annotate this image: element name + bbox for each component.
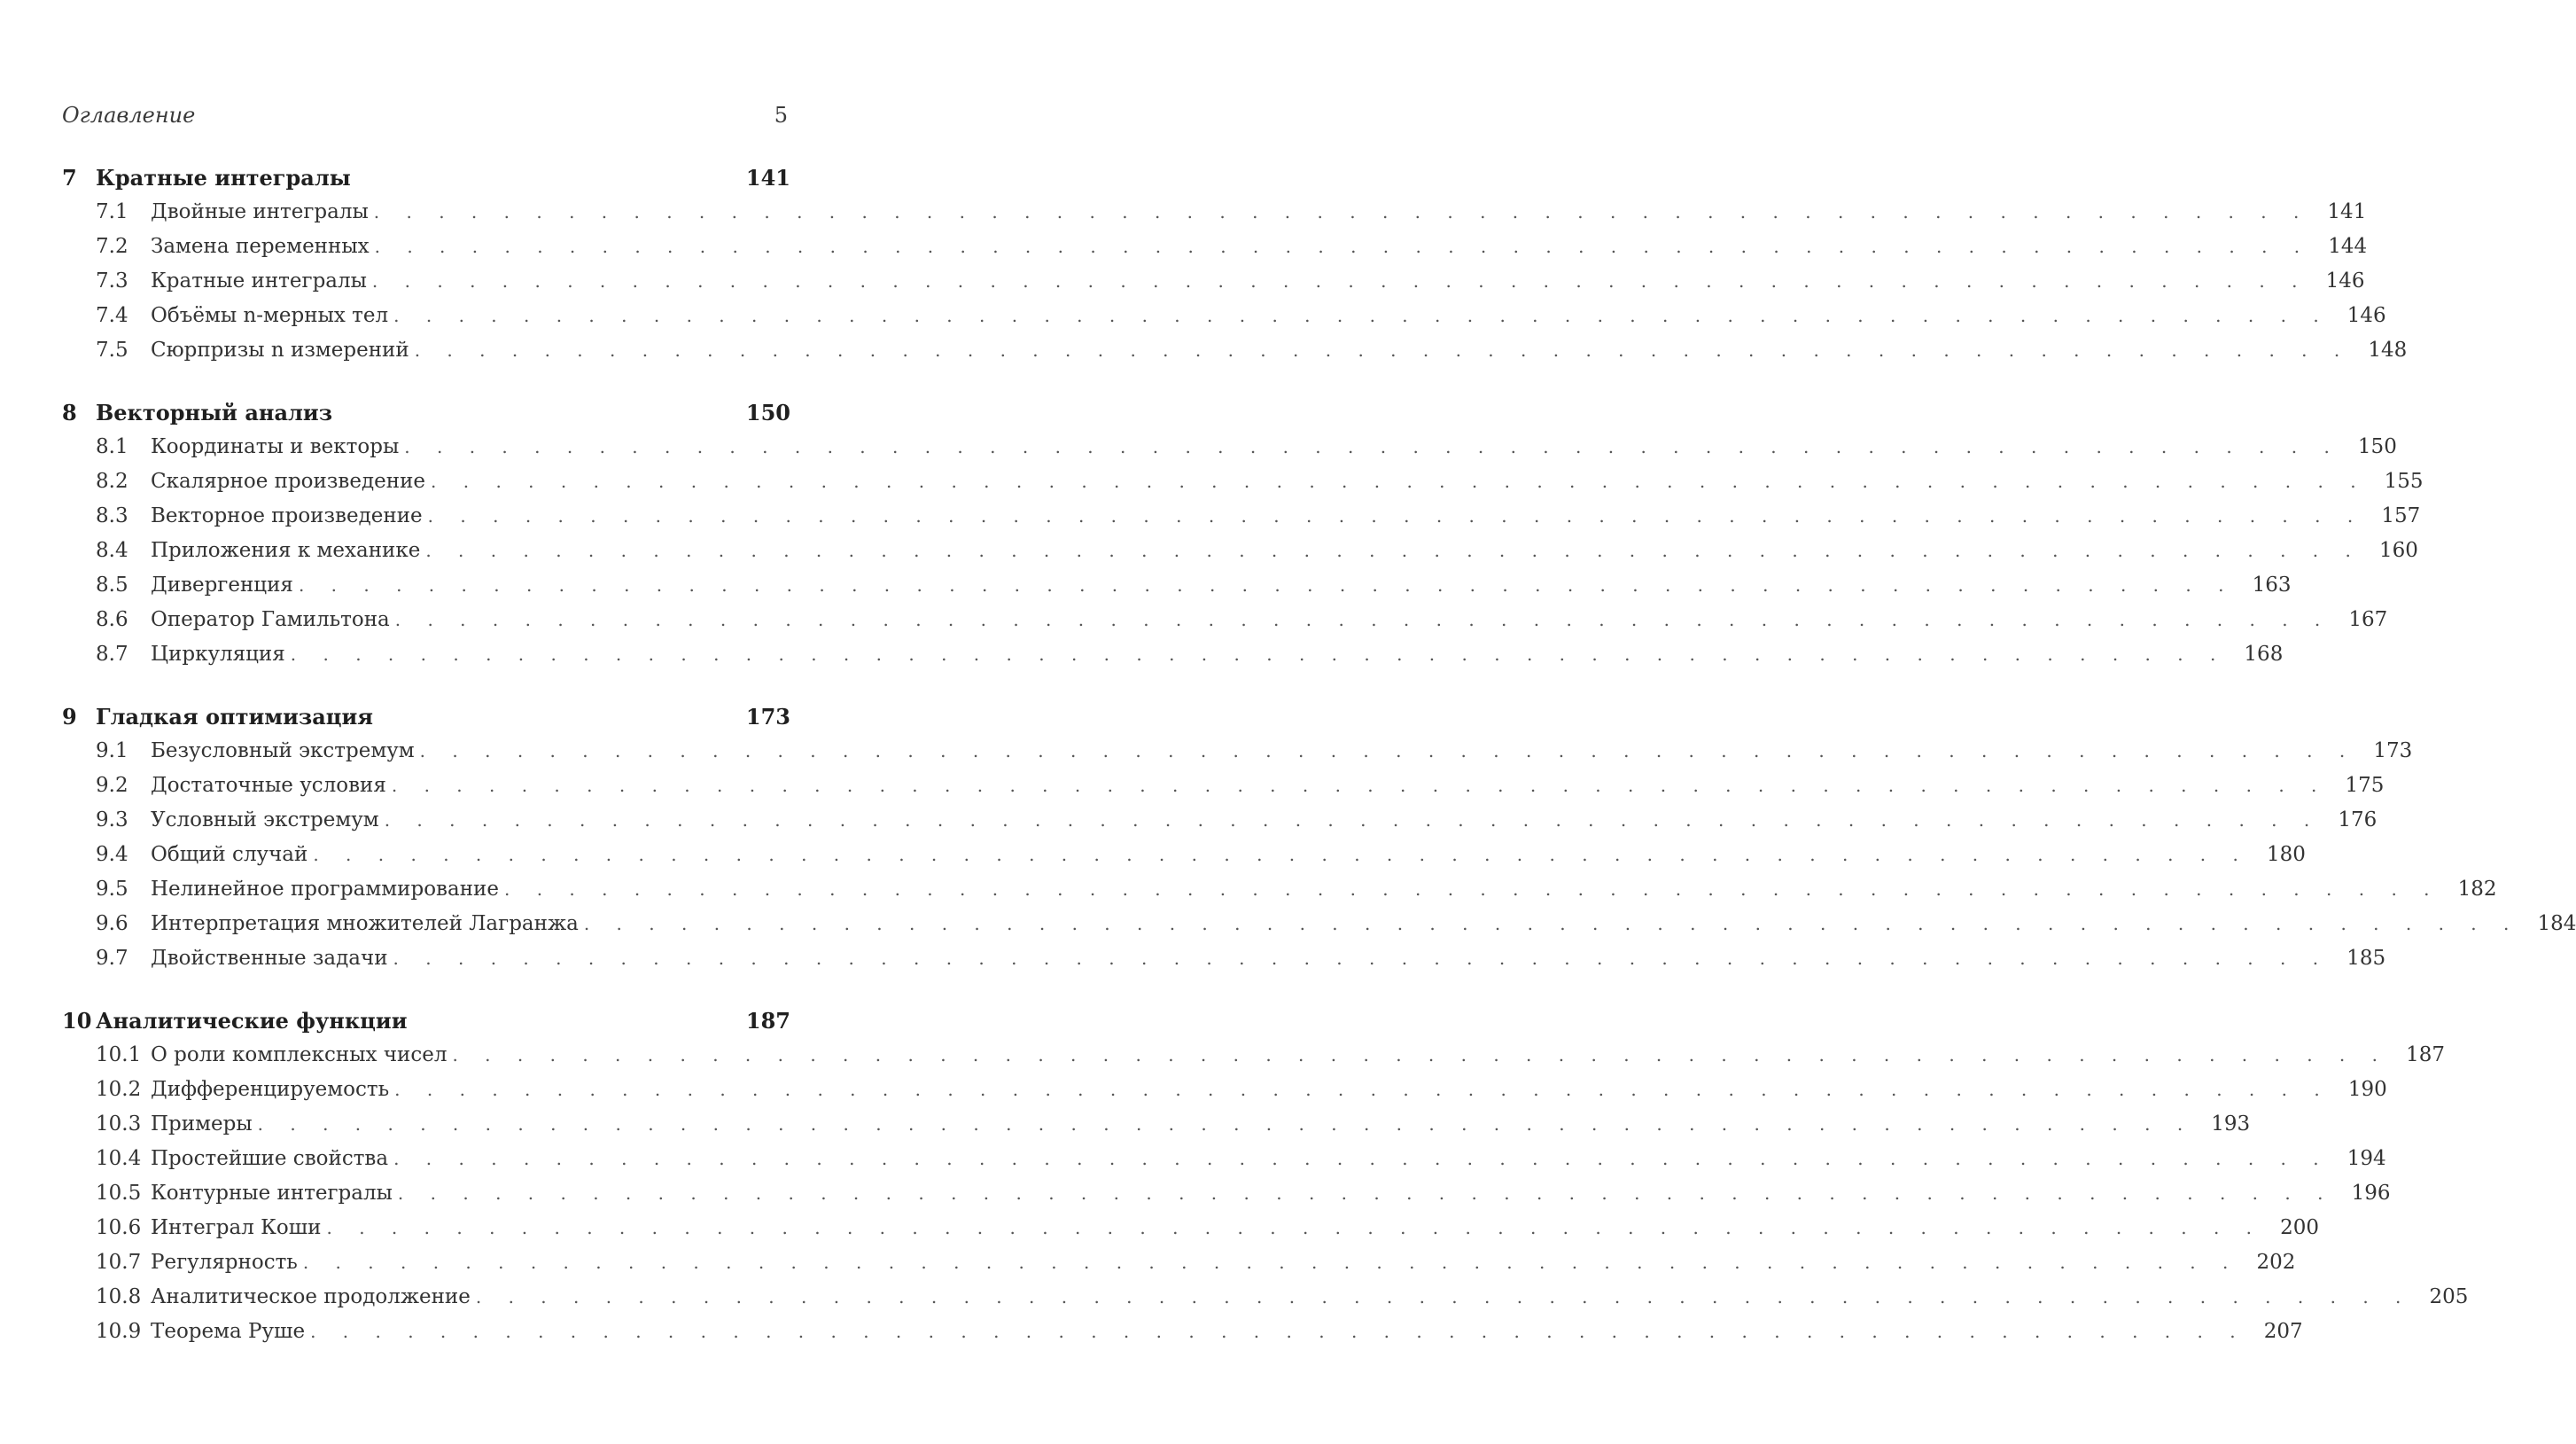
section-number: 8.1 <box>96 435 128 458</box>
section-entry[interactable] <box>62 269 2365 304</box>
section-title: Дифференцируемость <box>151 1078 390 1101</box>
section-page-number: 167 <box>2348 608 2388 631</box>
section-title: Аналитическое продолжение <box>151 1285 471 1308</box>
dot-leader: . . . . . . . . . . . . . . . . . . . . . . . . . . . . . . . . . . . . . . . . . . . . . . . . . . . . . . . . . . . . <box>397 1183 2334 1204</box>
section-title: Условный экстремум <box>151 808 379 831</box>
chapter-number: 7 <box>62 165 77 191</box>
section-number: 8.5 <box>96 574 128 597</box>
section-entry[interactable] <box>62 304 2386 339</box>
section-entry[interactable] <box>62 1078 2387 1112</box>
dot-leader: . . . . . . . . . . . . . . . . . . . . . . . . . . . . . . . . . . . . . . . . . . . . . . . . . . . . . . . . . . . . <box>302 1252 2239 1273</box>
section-page-number: 205 <box>2429 1285 2469 1308</box>
section-title: Скалярное произведение <box>151 470 426 493</box>
section-entry[interactable] <box>62 843 2306 878</box>
section-number: 7.5 <box>96 339 128 362</box>
dot-leader: . . . . . . . . . . . . . . . . . . . . . . . . . . . . . . . . . . . . . . . . . . . . . . . . . . . . . . . . . . . . <box>326 1217 2263 1238</box>
section-title: Оператор Гамильтона <box>151 608 390 631</box>
chapter-title: Векторный анализ <box>96 400 333 425</box>
section-entry[interactable] <box>62 739 2413 774</box>
section-number: 9.1 <box>96 739 128 762</box>
section-title: Общий случай <box>151 843 308 866</box>
section-title: Координаты и векторы <box>151 435 400 458</box>
section-page-number: 180 <box>2266 843 2306 866</box>
section-title: Замена переменных <box>151 235 370 258</box>
section-title: Двойные интегралы <box>151 200 369 223</box>
dot-leader: . . . . . . . . . . . . . . . . . . . . . . . . . . . . . . . . . . . . . . . . . . . . . . . . . . . . . . . . . . . . <box>431 471 2367 492</box>
section-page-number: 155 <box>2384 470 2424 493</box>
section-page-number: 150 <box>2357 435 2397 458</box>
section-entry[interactable] <box>62 643 2284 677</box>
section-page-number: 190 <box>2347 1078 2387 1101</box>
section-title: Теорема Руше <box>151 1320 306 1343</box>
dot-leader: . . . . . . . . . . . . . . . . . . . . . . . . . . . . . . . . . . . . . . . . . . . . . . . . . . . . . . . . . . . . <box>427 505 2364 527</box>
section-title: Объёмы n-мерных тел <box>151 304 389 327</box>
section-page-number: 173 <box>2373 739 2413 762</box>
section-number: 9.6 <box>96 912 128 935</box>
section-entry[interactable] <box>62 1216 2320 1251</box>
section-page-number: 146 <box>2325 269 2365 293</box>
section-entry[interactable] <box>62 1182 2391 1216</box>
dot-leader: . . . . . . . . . . . . . . . . . . . . . . . . . . . . . . . . . . . . . . . . . . . . . . . . . . . . . . . . . . . . <box>503 878 2440 900</box>
dot-leader: . . . . . . . . . . . . . . . . . . . . . . . . . . . . . . . . . . . . . . . . . . . . . . . . . . . . . . . . . . . . <box>374 236 2311 257</box>
section-number: 9.3 <box>96 808 128 831</box>
section-page-number: 176 <box>2338 808 2378 831</box>
section-page-number: 160 <box>2378 539 2418 562</box>
section-title: О роли комплексных чисел <box>151 1043 447 1066</box>
dot-leader: . . . . . . . . . . . . . . . . . . . . . . . . . . . . . . . . . . . . . . . . . . . . . . . . . . . . . . . . . . . . <box>384 809 2321 831</box>
section-title: Интеграл Коши <box>151 1216 322 1239</box>
chapter-page-number: 150 <box>745 400 790 425</box>
chapter-number: 9 <box>62 704 77 730</box>
dot-leader: . . . . . . . . . . . . . . . . . . . . . . . . . . . . . . . . . . . . . . . . . . . . . . . . . . . . . . . . . . . . <box>391 775 2328 796</box>
section-entry[interactable] <box>62 470 2424 504</box>
section-entry[interactable] <box>62 1112 2251 1147</box>
section-page-number: 144 <box>2328 235 2368 258</box>
section-number: 7.4 <box>96 304 128 327</box>
section-number: 10.2 <box>96 1078 142 1101</box>
section-page-number: 168 <box>2244 643 2284 666</box>
dot-leader: . . . . . . . . . . . . . . . . . . . . . . . . . . . . . . . . . . . . . . . . . . . . . . . . . . . . . . . . . . . . <box>290 644 2227 665</box>
dot-leader: . . . . . . . . . . . . . . . . . . . . . . . . . . . . . . . . . . . . . . . . . . . . . . . . . . . . . . . . . . . . <box>257 1113 2194 1135</box>
running-head-title: Оглавление <box>62 103 196 128</box>
chapter-heading[interactable] <box>62 1008 790 1043</box>
chapter-heading[interactable] <box>62 704 790 739</box>
section-title: Дивергенция <box>151 574 293 597</box>
section-entry[interactable] <box>62 947 2386 981</box>
section-entry[interactable] <box>62 878 2497 912</box>
toc-chapter <box>62 1008 2469 1354</box>
toc-chapter <box>62 400 2424 677</box>
section-entry[interactable] <box>62 774 2385 808</box>
section-number: 9.7 <box>96 947 128 970</box>
section-number: 7.3 <box>96 269 128 293</box>
chapter-title: Аналитические функции <box>96 1008 408 1034</box>
dot-leader: . . . . . . . . . . . . . . . . . . . . . . . . . . . . . . . . . . . . . . . . . . . . . . . . . . . . . . . . . . . . <box>393 948 2330 969</box>
toc-page <box>62 103 2576 1354</box>
running-head <box>62 103 790 138</box>
chapter-heading[interactable] <box>62 400 790 435</box>
section-entry[interactable] <box>62 504 2421 539</box>
dot-leader: . . . . . . . . . . . . . . . . . . . . . . . . . . . . . . . . . . . . . . . . . . . . . . . . . . . . . . . . . . . . <box>425 540 2362 561</box>
section-page-number: 193 <box>2211 1112 2251 1136</box>
section-number: 7.1 <box>96 200 128 223</box>
section-page-number: 194 <box>2346 1147 2386 1170</box>
section-entry[interactable] <box>62 1147 2386 1182</box>
section-number: 10.6 <box>96 1216 142 1239</box>
section-entry[interactable] <box>62 1285 2469 1320</box>
toc-chapter <box>62 165 2408 373</box>
section-entry[interactable] <box>62 435 2397 470</box>
section-page-number: 182 <box>2457 878 2497 901</box>
section-title: Примеры <box>151 1112 253 1136</box>
section-number: 10.3 <box>96 1112 142 1136</box>
chapter-page-number: 173 <box>745 704 790 730</box>
running-head-page-number: 5 <box>774 103 788 128</box>
section-title: Безусловный экстремум <box>151 739 415 762</box>
section-title: Сюрпризы n измерений <box>151 339 409 362</box>
section-number: 10.4 <box>96 1147 142 1170</box>
table-of-contents <box>62 165 2576 1354</box>
section-number: 8.4 <box>96 539 128 562</box>
section-entry[interactable] <box>62 1320 2303 1354</box>
chapter-number: 8 <box>62 400 77 425</box>
section-entry[interactable] <box>62 200 2367 235</box>
section-page-number: 148 <box>2368 339 2408 362</box>
section-number: 8.2 <box>96 470 128 493</box>
chapter-title: Кратные интегралы <box>96 165 351 191</box>
section-title: Векторное произведение <box>151 504 423 527</box>
section-title: Интерпретация множителей Лагранжа <box>151 912 579 935</box>
section-title: Регулярность <box>151 1251 298 1274</box>
section-page-number: 196 <box>2351 1182 2391 1205</box>
section-page-number: 157 <box>2381 504 2421 527</box>
section-page-number: 175 <box>2345 774 2385 797</box>
section-page-number: 187 <box>2406 1043 2446 1066</box>
dot-leader: . . . . . . . . . . . . . . . . . . . . . . . . . . . . . . . . . . . . . . . . . . . . . . . . . . . . . . . . . . . . <box>313 844 2249 865</box>
dot-leader: . . . . . . . . . . . . . . . . . . . . . . . . . . . . . . . . . . . . . . . . . . . . . . . . . . . . . . . . . . . . <box>394 1079 2331 1100</box>
section-page-number: 141 <box>2327 200 2367 223</box>
dot-leader: . . . . . . . . . . . . . . . . . . . . . . . . . . . . . . . . . . . . . . . . . . . . . . . . . . . . . . . . . . . . <box>404 436 2340 457</box>
chapter-heading[interactable] <box>62 165 790 200</box>
section-entry[interactable] <box>62 608 2388 643</box>
chapter-number: 10 <box>62 1008 92 1034</box>
toc-chapter <box>62 704 2576 981</box>
section-number: 10.5 <box>96 1182 142 1205</box>
chapter-page-number: 187 <box>745 1008 790 1034</box>
section-title: Нелинейное программирование <box>151 878 499 901</box>
section-entry[interactable] <box>62 808 2378 843</box>
dot-leader: . . . . . . . . . . . . . . . . . . . . . . . . . . . . . . . . . . . . . . . . . . . . . . . . . . . . . . . . . . . . <box>371 270 2308 292</box>
section-number: 7.2 <box>96 235 128 258</box>
dot-leader: . . . . . . . . . . . . . . . . . . . . . . . . . . . . . . . . . . . . . . . . . . . . . . . . . . . . . . . . . . . . <box>393 305 2330 326</box>
dot-leader: . . . . . . . . . . . . . . . . . . . . . . . . . . . . . . . . . . . . . . . . . . . . . . . . . . . . . . . . . . . . <box>583 913 2520 934</box>
section-page-number: 200 <box>2280 1216 2320 1239</box>
section-number: 10.1 <box>96 1043 142 1066</box>
section-entry[interactable] <box>62 1043 2446 1078</box>
section-title: Двойственные задачи <box>151 947 388 970</box>
section-entry[interactable] <box>62 539 2418 574</box>
dot-leader: . . . . . . . . . . . . . . . . . . . . . . . . . . . . . . . . . . . . . . . . . . . . . . . . . . . . . . . . . . . . <box>394 609 2331 630</box>
section-number: 8.7 <box>96 643 128 666</box>
section-title: Циркуляция <box>151 643 285 666</box>
section-entry[interactable] <box>62 339 2408 373</box>
section-number: 9.4 <box>96 843 128 866</box>
section-number: 8.6 <box>96 608 128 631</box>
section-title: Кратные интегралы <box>151 269 367 293</box>
section-title: Контурные интегралы <box>151 1182 393 1205</box>
section-page-number: 207 <box>2263 1320 2303 1343</box>
chapter-page-number: 141 <box>745 165 790 191</box>
section-entry[interactable] <box>62 574 2292 608</box>
section-entry[interactable] <box>62 912 2576 947</box>
section-title: Достаточные условия <box>151 774 386 797</box>
section-number: 10.7 <box>96 1251 142 1274</box>
section-number: 10.9 <box>96 1320 142 1343</box>
dot-leader: . . . . . . . . . . . . . . . . . . . . . . . . . . . . . . . . . . . . . . . . . . . . . . . . . . . . . . . . . . . . <box>310 1321 2246 1342</box>
section-page-number: 202 <box>2256 1251 2296 1274</box>
dot-leader: . . . . . . . . . . . . . . . . . . . . . . . . . . . . . . . . . . . . . . . . . . . . . . . . . . . . . . . . . . . . <box>414 340 2351 361</box>
section-number: 9.2 <box>96 774 128 797</box>
section-number: 9.5 <box>96 878 128 901</box>
section-number: 10.8 <box>96 1285 142 1308</box>
dot-leader: . . . . . . . . . . . . . . . . . . . . . . . . . . . . . . . . . . . . . . . . . . . . . . . . . . . . . . . . . . . . <box>298 574 2235 596</box>
section-page-number: 146 <box>2346 304 2386 327</box>
dot-leader: . . . . . . . . . . . . . . . . . . . . . . . . . . . . . . . . . . . . . . . . . . . . . . . . . . . . . . . . . . . . <box>373 201 2310 222</box>
section-page-number: 185 <box>2346 947 2386 970</box>
section-page-number: 163 <box>2252 574 2292 597</box>
section-page-number: 184 <box>2537 912 2576 935</box>
dot-leader: . . . . . . . . . . . . . . . . . . . . . . . . . . . . . . . . . . . . . . . . . . . . . . . . . . . . . . . . . . . . <box>475 1286 2412 1307</box>
section-title: Простейшие свойства <box>151 1147 389 1170</box>
section-entry[interactable] <box>62 235 2368 269</box>
dot-leader: . . . . . . . . . . . . . . . . . . . . . . . . . . . . . . . . . . . . . . . . . . . . . . . . . . . . . . . . . . . . <box>419 740 2356 761</box>
section-title: Приложения к механике <box>151 539 421 562</box>
section-entry[interactable] <box>62 1251 2296 1285</box>
dot-leader: . . . . . . . . . . . . . . . . . . . . . . . . . . . . . . . . . . . . . . . . . . . . . . . . . . . . . . . . . . . . <box>393 1148 2330 1169</box>
section-number: 8.3 <box>96 504 128 527</box>
chapter-title: Гладкая оптимизация <box>96 704 374 730</box>
dot-leader: . . . . . . . . . . . . . . . . . . . . . . . . . . . . . . . . . . . . . . . . . . . . . . . . . . . . . . . . . . . . <box>452 1044 2389 1065</box>
